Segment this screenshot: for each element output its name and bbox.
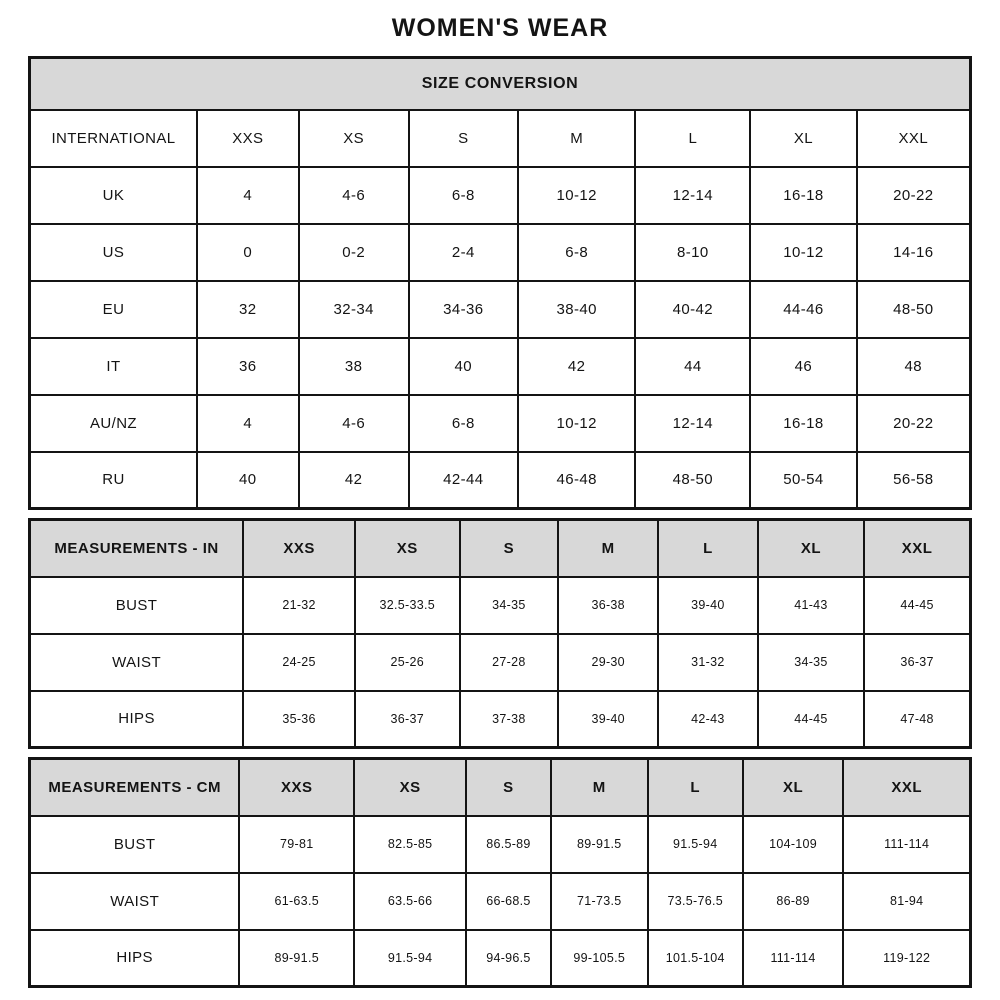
cell: 42-43 [658, 691, 758, 748]
column-header: XS [354, 759, 466, 816]
cell: 119-122 [843, 930, 970, 987]
table-row-us [30, 224, 971, 281]
cell: 66-68.5 [466, 873, 551, 930]
cell: 56-58 [857, 452, 971, 509]
table-row-hips-cm [30, 930, 971, 987]
cell: 61-63.5 [239, 873, 354, 930]
cell: 36-37 [864, 634, 970, 691]
cell: 8-10 [635, 224, 750, 281]
cell: 14-16 [857, 224, 971, 281]
row-label: WAIST [30, 873, 240, 930]
cell: 46 [750, 338, 856, 395]
table-row-uk [30, 167, 971, 224]
column-header: XL [758, 520, 864, 577]
cell: 4 [197, 167, 299, 224]
column-header: M [551, 759, 648, 816]
cell: 20-22 [857, 167, 971, 224]
cell: 36 [197, 338, 299, 395]
column-header: M [558, 520, 658, 577]
row-label: RU [30, 452, 197, 509]
cell: 34-35 [758, 634, 864, 691]
column-header: XS [299, 110, 409, 167]
cell: 63.5-66 [354, 873, 466, 930]
column-header: S [460, 520, 559, 577]
table-row-waist-in [30, 634, 971, 691]
cell: 44 [635, 338, 750, 395]
cell: 10-12 [750, 224, 856, 281]
column-header: XS [355, 520, 459, 577]
cell: 42 [518, 338, 636, 395]
cell: 47-48 [864, 691, 970, 748]
column-header: XL [743, 759, 844, 816]
column-header: M [518, 110, 636, 167]
cell: 27-28 [460, 634, 559, 691]
column-header: XXS [243, 520, 355, 577]
row-label: BUST [30, 577, 244, 634]
cell: 35-36 [243, 691, 355, 748]
cell: 38 [299, 338, 409, 395]
cell: 104-109 [743, 816, 844, 873]
cell: 40-42 [635, 281, 750, 338]
table-title-row [30, 58, 971, 110]
column-header: L [658, 520, 758, 577]
cell: 40 [197, 452, 299, 509]
cell: 25-26 [355, 634, 459, 691]
cell: 44-46 [750, 281, 856, 338]
cell: 79-81 [239, 816, 354, 873]
cell: 6-8 [409, 395, 518, 452]
cell: 34-36 [409, 281, 518, 338]
cell: 73.5-76.5 [648, 873, 743, 930]
column-header-row [30, 110, 971, 167]
cell: 4-6 [299, 395, 409, 452]
column-header: XXS [239, 759, 354, 816]
cell: 21-32 [243, 577, 355, 634]
column-header: INTERNATIONAL [30, 110, 197, 167]
cell: 0-2 [299, 224, 409, 281]
cell: 91.5-94 [648, 816, 743, 873]
cell: 12-14 [635, 167, 750, 224]
cell: 48-50 [857, 281, 971, 338]
cell: 89-91.5 [239, 930, 354, 987]
cell: 16-18 [750, 395, 856, 452]
cell: 4-6 [299, 167, 409, 224]
row-label: WAIST [30, 634, 244, 691]
cell: 38-40 [518, 281, 636, 338]
measurements-cm-table [28, 757, 972, 988]
cell: 20-22 [857, 395, 971, 452]
cell: 4 [197, 395, 299, 452]
column-header: L [635, 110, 750, 167]
cell: 99-105.5 [551, 930, 648, 987]
cell: 86.5-89 [466, 816, 551, 873]
cell: 39-40 [558, 691, 658, 748]
cell: 32 [197, 281, 299, 338]
table-row-waist-cm [30, 873, 971, 930]
cell: 71-73.5 [551, 873, 648, 930]
column-header-row [30, 520, 971, 577]
column-header: L [648, 759, 743, 816]
cell: 89-91.5 [551, 816, 648, 873]
cell: 44-45 [758, 691, 864, 748]
cell: 6-8 [518, 224, 636, 281]
cell: 29-30 [558, 634, 658, 691]
cell: 6-8 [409, 167, 518, 224]
cell: 32.5-33.5 [355, 577, 459, 634]
column-header: XL [750, 110, 856, 167]
column-header: XXL [843, 759, 970, 816]
cell: 81-94 [843, 873, 970, 930]
cell: 2-4 [409, 224, 518, 281]
cell: 24-25 [243, 634, 355, 691]
cell: 10-12 [518, 395, 636, 452]
page-title: WOMEN'S WEAR [391, 14, 609, 42]
table-row-eu [30, 281, 971, 338]
cell: 101.5-104 [648, 930, 743, 987]
cell: 42 [299, 452, 409, 509]
table-row-bust-in [30, 577, 971, 634]
cell: 10-12 [518, 167, 636, 224]
size-conversion-table [28, 56, 972, 510]
table-row-it [30, 338, 971, 395]
row-label: EU [30, 281, 197, 338]
row-label: BUST [30, 816, 240, 873]
cell: 0 [197, 224, 299, 281]
cell: 39-40 [658, 577, 758, 634]
table-row-bust-cm [30, 816, 971, 873]
column-header: XXL [857, 110, 971, 167]
row-label: IT [30, 338, 197, 395]
row-label: UK [30, 167, 197, 224]
table-row-aunz [30, 395, 971, 452]
column-header: S [409, 110, 518, 167]
column-header: MEASUREMENTS - IN [30, 520, 244, 577]
cell: 94-96.5 [466, 930, 551, 987]
column-header: S [466, 759, 551, 816]
column-header: XXL [864, 520, 970, 577]
cell: 44-45 [864, 577, 970, 634]
row-label: HIPS [30, 930, 240, 987]
cell: 48 [857, 338, 971, 395]
cell: 91.5-94 [354, 930, 466, 987]
cell: 37-38 [460, 691, 559, 748]
row-label: US [30, 224, 197, 281]
column-header: XXS [197, 110, 299, 167]
size-conversion-title: SIZE CONVERSION [30, 58, 971, 110]
cell: 50-54 [750, 452, 856, 509]
table-row-ru [30, 452, 971, 509]
cell: 111-114 [743, 930, 844, 987]
cell: 111-114 [843, 816, 970, 873]
cell: 40 [409, 338, 518, 395]
table-row-hips-in [30, 691, 971, 748]
cell: 36-37 [355, 691, 459, 748]
column-header: MEASUREMENTS - CM [30, 759, 240, 816]
measurements-in-table [28, 518, 972, 749]
cell: 36-38 [558, 577, 658, 634]
cell: 41-43 [758, 577, 864, 634]
cell: 42-44 [409, 452, 518, 509]
cell: 86-89 [743, 873, 844, 930]
cell: 82.5-85 [354, 816, 466, 873]
cell: 31-32 [658, 634, 758, 691]
cell: 48-50 [635, 452, 750, 509]
column-header-row [30, 759, 971, 816]
row-label: AU/NZ [30, 395, 197, 452]
cell: 12-14 [635, 395, 750, 452]
cell: 46-48 [518, 452, 636, 509]
row-label: HIPS [30, 691, 244, 748]
cell: 16-18 [750, 167, 856, 224]
cell: 32-34 [299, 281, 409, 338]
cell: 34-35 [460, 577, 559, 634]
